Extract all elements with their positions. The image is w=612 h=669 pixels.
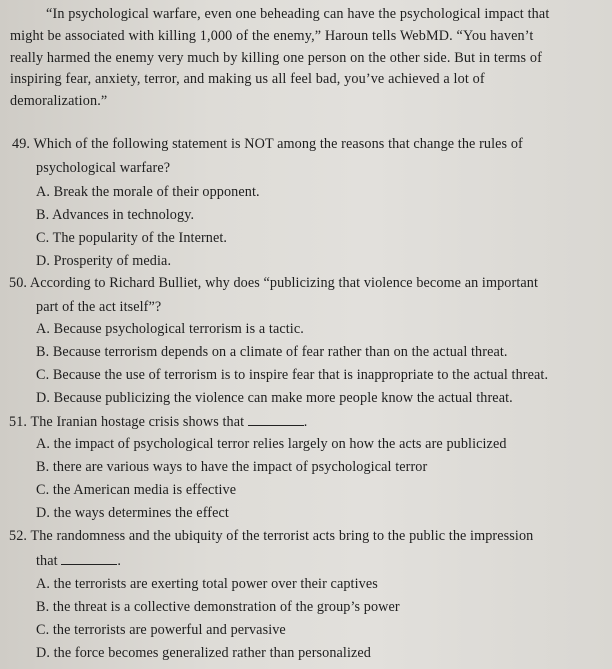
question-number: 49. xyxy=(12,136,31,152)
stem-period: . xyxy=(303,414,308,430)
answer-blank xyxy=(61,552,117,565)
question-stem xyxy=(9,528,533,545)
option-b: B. the threat is a collective demonstration of the group’s power xyxy=(36,599,400,615)
option-b: B. Advances in technology. xyxy=(36,207,195,223)
option-a: A. Break the morale of their opponent. xyxy=(36,184,260,200)
option-d: D. Because publicizing the violence can make more people know the actual threat. xyxy=(36,390,513,406)
option-b: B. there are various ways to have the impact of psychological terror xyxy=(36,459,428,475)
option-a: A. the terrorists are exerting total power over their captives xyxy=(36,576,378,592)
option-c: C. the American media is effective xyxy=(36,482,237,498)
question-stem-text: Which of the following statement is NOT among the reasons that change the rules of xyxy=(33,136,523,152)
passage-line: really harmed the enemy very much by killing one person on the other side. But in terms of xyxy=(10,49,543,66)
stem-period: . xyxy=(117,553,121,569)
question-stem-text: that xyxy=(36,553,58,569)
passage-paragraph xyxy=(10,4,580,113)
question-stem xyxy=(9,413,307,431)
option-a: A. the impact of psychological terror relies largely on how the acts are publicized xyxy=(36,436,507,452)
option-c: C. Because the use of terrorism is to inspire fear that is inappropriate to the actual threat. xyxy=(36,367,549,383)
question-stem-continued xyxy=(36,552,121,570)
question-number: 52. xyxy=(9,528,28,544)
passage-line: “In psychological warfare, even one beheading can have the psychological impact that xyxy=(46,6,550,22)
option-c: C. the terrorists are powerful and pervasive xyxy=(36,622,286,638)
question-stem xyxy=(12,136,523,153)
option-a: A. Because psychological terrorism is a tactic. xyxy=(36,321,304,337)
option-c: C. The popularity of the Internet. xyxy=(36,230,228,246)
option-b: B. Because terrorism depends on a climate of fear rather than on the actual threat. xyxy=(36,344,508,360)
question-stem-text: The Iranian hostage crisis shows that xyxy=(30,414,245,430)
answer-blank xyxy=(248,413,304,426)
option-d: D. the ways determines the effect xyxy=(36,505,229,521)
question-stem-continued: part of the act itself”? xyxy=(36,299,162,315)
question-stem-text: According to Richard Bulliet, why does “publicizing that violence become an important xyxy=(29,275,538,291)
question-stem xyxy=(9,275,538,292)
option-d: D. the force becomes generalized rather than personalized xyxy=(36,645,371,661)
passage-line: might be associated with killing 1,000 of the enemy,” Haroun tells WebMD. “You haven’t xyxy=(10,27,534,44)
passage-line: demoralization.” xyxy=(10,93,108,110)
passage-line: inspiring fear, anxiety, terror, and making us all feel bad, you’ve achieved a lot of xyxy=(10,71,485,88)
question-stem-text: The randomness and the ubiquity of the terrorist acts bring to the public the impression xyxy=(30,528,534,544)
question-number: 51. xyxy=(9,414,28,430)
question-number: 50. xyxy=(9,275,28,291)
question-stem-continued: psychological warfare? xyxy=(36,160,171,176)
option-d: D. Prosperity of media. xyxy=(36,253,172,269)
